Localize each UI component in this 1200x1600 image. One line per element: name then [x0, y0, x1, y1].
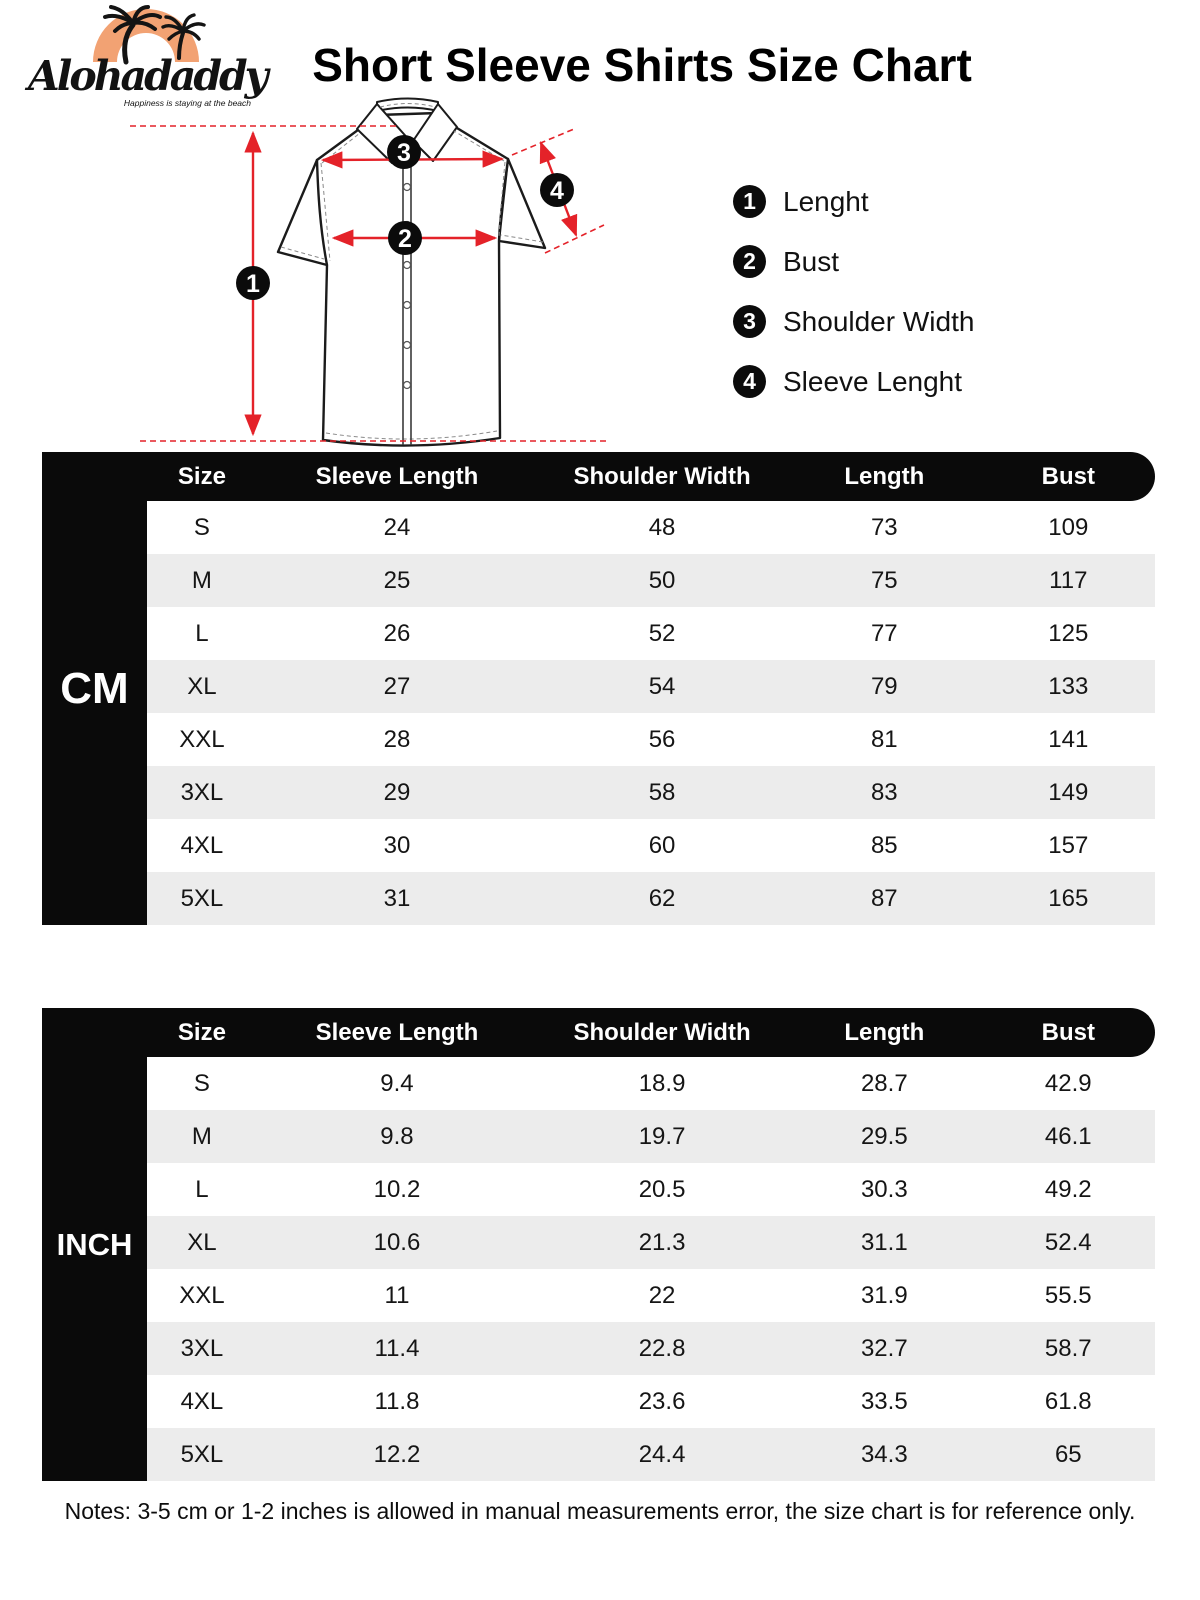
table-row [147, 1428, 1155, 1481]
size-cell: 3XL [180, 778, 224, 806]
value-cell: 117 [1049, 566, 1088, 594]
cm-header-row [147, 452, 1155, 501]
unit-label-inch: INCH [42, 1008, 147, 1481]
value-cell: 81 [870, 725, 898, 753]
value-cell: 149 [1048, 778, 1089, 806]
column-header: Size [147, 452, 257, 501]
value-cell: 27 [383, 672, 411, 700]
table-row [147, 1269, 1155, 1322]
value-cell: 54 [648, 672, 676, 700]
value-cell: 46.1 [1044, 1122, 1092, 1150]
badge-4: 4 [550, 177, 564, 205]
value-cell: 85 [870, 831, 898, 859]
value-cell: 52 [648, 619, 676, 647]
badge-3: 3 [397, 139, 411, 167]
column-header: Shoulder Width [537, 1008, 787, 1057]
unit-label-cm: CM [42, 452, 147, 925]
value-cell: 165 [1048, 884, 1089, 912]
cm-table [147, 452, 1155, 925]
column-header: Bust [982, 1008, 1155, 1057]
badge-2: 2 [398, 225, 412, 253]
column-header: Bust [982, 452, 1155, 501]
size-cell: S [193, 513, 210, 541]
value-cell: 29 [383, 778, 411, 806]
value-cell: 24 [383, 513, 411, 541]
value-cell: 55.5 [1044, 1281, 1092, 1309]
table-row [147, 660, 1155, 713]
value-cell: 58.7 [1044, 1334, 1092, 1362]
shirt-diagram-icon [100, 95, 720, 451]
value-cell: 24.4 [638, 1440, 686, 1468]
value-cell: 32.7 [860, 1334, 908, 1362]
legend-item [733, 245, 974, 278]
value-cell: 9.8 [380, 1122, 414, 1150]
value-cell: 28 [383, 725, 411, 753]
value-cell: 60 [648, 831, 676, 859]
size-cell: XL [187, 672, 217, 700]
column-header: Shoulder Width [537, 452, 787, 501]
legend-label: Lenght [783, 185, 869, 217]
value-cell: 10.2 [373, 1175, 421, 1203]
size-cell: L [195, 619, 209, 647]
value-cell: 34.3 [860, 1440, 908, 1468]
value-cell: 79 [870, 672, 898, 700]
brand-tagline: Happiness is staying at the beach [123, 98, 251, 108]
value-cell: 30 [383, 831, 411, 859]
value-cell: 12.2 [373, 1440, 421, 1468]
value-cell: 83 [870, 778, 898, 806]
value-cell: 33.5 [860, 1387, 908, 1415]
value-cell: 22 [648, 1281, 676, 1309]
legend-badge: 3 [733, 305, 766, 338]
value-cell: 18.9 [638, 1069, 686, 1097]
value-cell: 52.4 [1044, 1228, 1092, 1256]
value-cell: 30.3 [860, 1175, 908, 1203]
value-cell: 10.6 [373, 1228, 421, 1256]
value-cell: 31.9 [860, 1281, 908, 1309]
value-cell: 20.5 [638, 1175, 686, 1203]
value-cell: 49.2 [1044, 1175, 1092, 1203]
value-cell: 62 [648, 884, 676, 912]
table-row [147, 1322, 1155, 1375]
table-row [147, 1110, 1155, 1163]
value-cell: 22.8 [638, 1334, 686, 1362]
measurement-diagram [0, 95, 1200, 452]
badge-1: 1 [246, 270, 260, 298]
table-row [147, 1163, 1155, 1216]
value-cell: 11 [384, 1281, 410, 1309]
size-table-cm [42, 452, 1155, 925]
page-title: Short Sleeve Shirts Size Chart [312, 39, 972, 91]
value-cell: 61.8 [1044, 1387, 1092, 1415]
value-cell: 157 [1048, 831, 1089, 859]
value-cell: 75 [870, 566, 898, 594]
size-cell: M [191, 1122, 212, 1150]
value-cell: 9.4 [380, 1069, 414, 1097]
legend-badge: 1 [733, 185, 766, 218]
table-row [147, 766, 1155, 819]
table-row [147, 607, 1155, 660]
table-row [147, 554, 1155, 607]
value-cell: 11.4 [374, 1334, 420, 1362]
table-row [147, 1057, 1155, 1110]
value-cell: 29.5 [860, 1122, 908, 1150]
value-cell: 109 [1048, 513, 1089, 541]
value-cell: 23.6 [638, 1387, 686, 1415]
value-cell: 48 [648, 513, 676, 541]
size-cell: 5XL [180, 1440, 224, 1468]
size-cell: 3XL [180, 1334, 224, 1362]
size-cell: XXL [179, 1281, 225, 1309]
value-cell: 133 [1048, 672, 1089, 700]
legend [733, 185, 974, 425]
legend-label: Shoulder Width [783, 305, 975, 337]
size-cell: L [195, 1175, 209, 1203]
size-table-inch [42, 1008, 1155, 1481]
value-cell: 87 [870, 884, 898, 912]
size-cell: 4XL [180, 831, 224, 859]
size-cell: 4XL [180, 1387, 224, 1415]
size-cell: 5XL [180, 884, 224, 912]
value-cell: 50 [648, 566, 676, 594]
value-cell: 58 [648, 778, 676, 806]
legend-item [733, 365, 974, 398]
value-cell: 26 [383, 619, 411, 647]
table-row [147, 713, 1155, 766]
value-cell: 141 [1048, 725, 1089, 753]
column-header: Sleeve Length [257, 452, 537, 501]
value-cell: 73 [870, 513, 898, 541]
value-cell: 11.8 [374, 1387, 420, 1415]
column-header: Length [787, 452, 982, 501]
column-header: Length [787, 1008, 982, 1057]
value-cell: 65 [1054, 1440, 1082, 1468]
column-header: Size [147, 1008, 257, 1057]
legend-badge: 4 [733, 365, 766, 398]
value-cell: 77 [870, 619, 898, 647]
value-cell: 31.1 [860, 1228, 908, 1256]
legend-item [733, 185, 974, 218]
value-cell: 56 [648, 725, 676, 753]
value-cell: 28.7 [860, 1069, 908, 1097]
brand-name: Alohadaddy [28, 52, 266, 100]
size-cell: XXL [179, 725, 225, 753]
table-row [147, 819, 1155, 872]
size-cell: XL [187, 1228, 217, 1256]
value-cell: 31 [383, 884, 411, 912]
value-cell: 21.3 [638, 1228, 686, 1256]
value-cell: 19.7 [638, 1122, 686, 1150]
inch-header-row [147, 1008, 1155, 1057]
value-cell: 25 [383, 566, 411, 594]
table-row [147, 1375, 1155, 1428]
size-cell: S [193, 1069, 210, 1097]
legend-badge: 2 [733, 245, 766, 278]
legend-item [733, 305, 974, 338]
value-cell: 42.9 [1044, 1069, 1092, 1097]
notes-text: Notes: 3-5 cm or 1-2 inches is allowed in manual measurements error, the size chart is for reference only. [64, 1498, 1136, 1524]
size-cell: M [191, 566, 212, 594]
legend-label: Bust [783, 245, 840, 277]
table-row [147, 501, 1155, 554]
inch-table [147, 1008, 1155, 1481]
table-row [147, 1216, 1155, 1269]
value-cell: 125 [1048, 619, 1089, 647]
legend-label: Sleeve Lenght [783, 365, 963, 397]
table-row [147, 872, 1155, 925]
column-header: Sleeve Length [257, 1008, 537, 1057]
